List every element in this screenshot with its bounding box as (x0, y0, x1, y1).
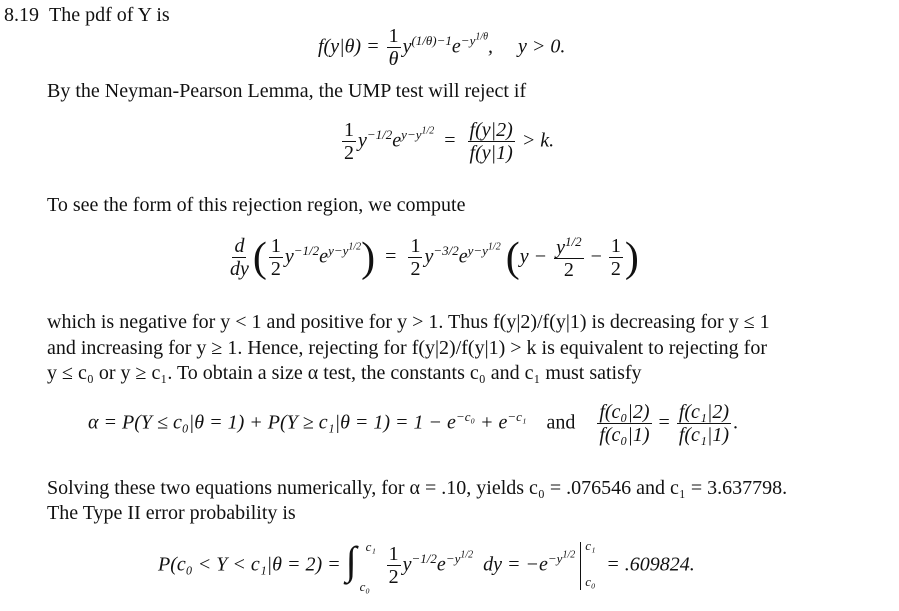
np-half-den: 2 (344, 142, 354, 164)
integral-lower: c₀ (359, 579, 370, 594)
type2-yexp: −1/2 (411, 550, 437, 566)
type2-half (387, 544, 401, 588)
intro-text: The pdf of Y is (49, 4, 170, 26)
deriv-inner-den: 2 (563, 259, 574, 282)
np-y: y (358, 129, 367, 152)
np-ratio-num: f(y|2) (469, 119, 513, 141)
equation-np (340, 120, 554, 164)
alpha-main: α = P(Y ≤ c₀|θ = 1) + P(Y ≥ c₁|θ = 1) = 1 − e (88, 411, 456, 434)
pdf-e-exp: −y (460, 32, 476, 48)
alpha-equals: = (658, 411, 670, 434)
integral-sign: ∫ (345, 538, 357, 583)
np-yexp: −1/2 (366, 126, 393, 142)
evaluation-bar (580, 538, 601, 590)
alpha-f1-den: f(c₀|1) (599, 424, 650, 446)
para-line-1: which is negative for y < 1 and positive for y > 1. Thus f(y|2)/f(y|1) is decreasing for y ≤ 1 (47, 311, 770, 333)
type2-dy: dy = −e (483, 553, 548, 576)
para-line-2: and increasing for y ≥ 1. Hence, rejecting for f(y|2)/f(y|1) > k is equivalent to rejecting for (47, 337, 767, 359)
type2-eval-sup: 1/2 (562, 549, 576, 561)
deriv-y1: y (284, 245, 294, 268)
np-ratio-den: f(y|1) (469, 142, 513, 164)
deriv-yexp2: −3/2 (433, 242, 459, 258)
type2-eexp-sup: 1/2 (460, 549, 474, 561)
deriv-inner-num-sup: 1/2 (564, 233, 582, 249)
deriv-eexp2: y−y (467, 242, 488, 258)
pdf-y: y (402, 35, 412, 58)
deriv-equals: = (385, 245, 397, 268)
solve-line-1: Solving these two equations numerically, for α = .10, yields c₀ = .076546 and c₁ = 3.637798. (47, 477, 788, 499)
deriv-inner-num: y (556, 236, 565, 259)
deriv-eexp1-sup: 1/2 (348, 241, 362, 253)
pdf-exponent: (1/θ)−1 (411, 32, 452, 48)
problem-number: 8.19 (4, 4, 39, 26)
np-eexp: y−y (401, 126, 422, 142)
deriv-half-2 (408, 236, 422, 280)
np-e: e (392, 129, 402, 152)
deriv-last-den: 2 (610, 258, 621, 280)
deriv-last-frac (609, 236, 623, 280)
pdf-frac-den: θ (388, 48, 399, 70)
pdf-condition: , y > 0. (488, 35, 566, 58)
deriv-half-num: 1 (270, 235, 281, 257)
type2-half-den: 2 (388, 566, 399, 588)
left-paren-2: ( (505, 235, 520, 281)
integral-upper: c₁ (365, 539, 376, 554)
np-text: By the Neyman-Pearson Lemma, the UMP test will reject if (47, 80, 527, 102)
type2-eexp: −y (445, 550, 461, 566)
alpha-f1-num: f(c₀|2) (599, 401, 650, 423)
type2-half-num: 1 (388, 543, 399, 565)
np-eexp-sup: 1/2 (421, 125, 435, 137)
alpha-exp2: −c₁ (507, 408, 527, 424)
deriv-inner-frac (554, 235, 584, 282)
equation-derivative (226, 234, 639, 282)
deriv-last-num: 1 (610, 235, 621, 257)
eval-upper: c₁ (585, 538, 596, 553)
deriv-dy: dy (230, 258, 249, 280)
deriv-e1: e (319, 245, 329, 268)
problem-header (4, 4, 170, 27)
solve-line-2: The Type II error probability is (47, 502, 296, 524)
deriv-eexp2-sup: 1/2 (487, 241, 501, 253)
deriv-half2-den: 2 (410, 258, 421, 280)
pdf-e: e (451, 35, 461, 58)
np-half-num: 1 (344, 119, 354, 141)
type2-lhs: P(c₀ < Y < c₁|θ = 2) = (158, 553, 341, 576)
deriv-yexp1: −1/2 (293, 242, 320, 258)
alpha-exp1: −c₀ (455, 408, 475, 424)
type2-result: = .609824. (606, 553, 695, 576)
alpha-frac-1 (597, 402, 651, 446)
deriv-y2: y (424, 245, 434, 268)
deriv-half2-num: 1 (410, 235, 421, 257)
alpha-f2-num: f(c₁|2) (678, 401, 730, 423)
deriv-eexp1: y−y (328, 242, 349, 258)
alpha-and: and (546, 411, 576, 434)
type2-y: y (402, 553, 412, 576)
left-paren: ( (252, 235, 267, 281)
deriv-d: d (234, 235, 245, 257)
pdf-lhs: f(y|θ) = (318, 35, 380, 58)
type2-e: e (436, 553, 446, 576)
para-line-3: y ≤ c₀ or y ≥ c₁. To obtain a size α test, the constants c₀ and c₁ must satisfy (47, 362, 642, 384)
np-tail: > k. (521, 129, 555, 152)
type2-eval-exp: −y (547, 550, 563, 566)
pdf-frac-num: 1 (388, 25, 399, 47)
form-text: To see the form of this rejection region, we compute (47, 194, 466, 216)
deriv-paren-y: y − (519, 245, 548, 268)
np-half (342, 120, 356, 164)
alpha-dot: . (733, 411, 739, 434)
eval-lower: c₀ (585, 574, 596, 589)
right-paren-2: ) (624, 235, 639, 281)
equation-type2 (158, 538, 695, 594)
deriv-half-den: 2 (270, 258, 281, 280)
deriv-op (228, 236, 251, 280)
equation-pdf (318, 26, 565, 70)
pdf-fraction (387, 26, 401, 70)
right-paren: ) (361, 235, 376, 281)
alpha-f2-den: f(c₁|1) (678, 424, 730, 446)
np-ratio (468, 120, 515, 164)
alpha-frac-2 (677, 402, 731, 446)
integral-group (345, 538, 380, 594)
deriv-minus: − (590, 245, 602, 268)
alpha-plus: + e (475, 411, 508, 434)
equation-alpha (88, 402, 738, 446)
np-equals: = (444, 129, 456, 152)
pdf-e-exp-sup: 1/θ (475, 31, 489, 43)
deriv-e2: e (458, 245, 468, 268)
deriv-half-1 (269, 236, 283, 280)
